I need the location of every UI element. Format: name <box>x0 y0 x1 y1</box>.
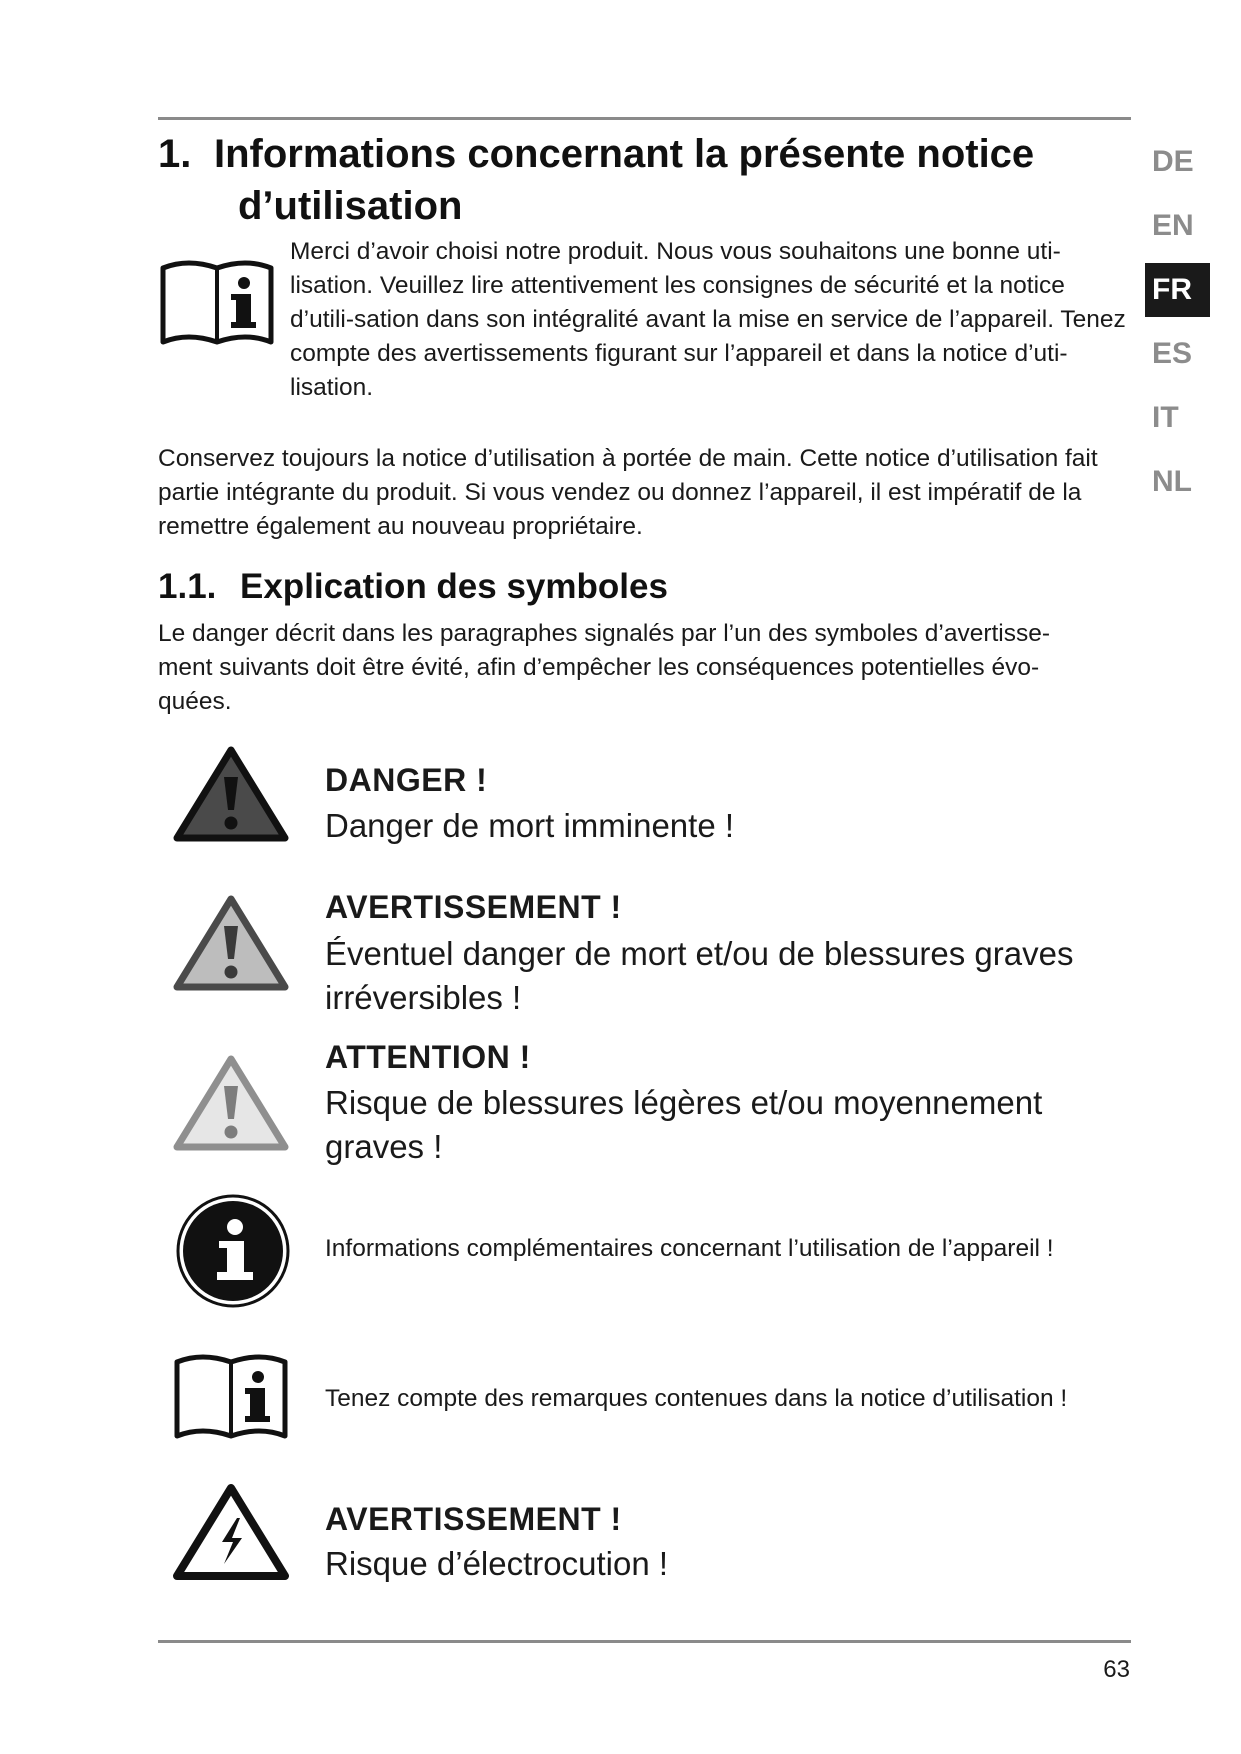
lang-tab-it[interactable]: IT <box>1152 401 1179 434</box>
subsection-title-text: Explication des symboles <box>240 567 668 606</box>
subsection-number: 1.1. <box>158 567 217 606</box>
warning-title: AVERTISSEMENT ! <box>325 889 622 925</box>
section-number: 1. <box>158 132 192 176</box>
subsection-title <box>158 565 668 609</box>
section-title <box>158 128 1034 232</box>
manual-text: Tenez compte des remarques contenues dans la notice d’utilisation ! <box>325 1385 1068 1412</box>
subsection-description: Le danger décrit dans les paragraphes signalés par l’un des symboles d’avertisse-ment suivants doit être évité, afin d’empêcher les conséquences potentielles évo-quées. <box>158 620 1051 715</box>
electric-text: Risque d’électrocution ! <box>325 1545 669 1582</box>
section-title-line1: Informations concernant la présente notice <box>214 132 1035 176</box>
electric-shock-icon <box>172 1482 290 1582</box>
manual-book-icon <box>158 258 276 350</box>
page-number: 63 <box>1103 1656 1130 1683</box>
intro-paragraph: Merci d’avoir choisi notre produit. Nous vous souhaitons une bonne uti-lisation. Veuillez lire attentivement les consignes de sécurité et la notice d’utili-sation dans son intégralité avant la mise en service de l’appareil. Tenez compte des avertissements figurant sur l’appareil et dans la notice d’uti-lisation. <box>290 238 1126 401</box>
lang-tab-en[interactable]: EN <box>1152 209 1194 242</box>
caution-triangle-icon <box>172 1053 290 1153</box>
lang-tab-nl[interactable]: NL <box>1152 465 1192 498</box>
warning-triangle-icon <box>172 893 290 993</box>
bottom-rule <box>158 1640 1131 1643</box>
electric-title: AVERTISSEMENT ! <box>325 1501 622 1537</box>
attention-text: Risque de blessures légères et/ou moyennement graves ! <box>325 1084 1043 1165</box>
lang-tab-de[interactable]: DE <box>1152 145 1194 178</box>
manual-book-icon <box>172 1352 290 1444</box>
lang-tab-fr[interactable]: FR <box>1145 263 1210 317</box>
info-circle-icon <box>175 1193 291 1309</box>
attention-title: ATTENTION ! <box>325 1039 531 1075</box>
danger-text: Danger de mort imminente ! <box>325 807 735 844</box>
top-rule <box>158 117 1131 120</box>
warning-text: Éventuel danger de mort et/ou de blessures graves irréversibles ! <box>325 935 1074 1016</box>
lang-tab-es[interactable]: ES <box>1152 337 1193 370</box>
keep-manual-paragraph: Conservez toujours la notice d’utilisation à portée de main. Cette notice d’utilisation fait partie intégrante du produit. Si vous vendez ou donnez l’appareil, il est impératif de la remettre également au nouveau propriétaire. <box>158 445 1098 540</box>
danger-triangle-icon <box>172 744 290 844</box>
info-text: Informations complémentaires concernant l’utilisation de l’appareil ! <box>325 1235 1054 1262</box>
language-nav <box>1145 135 1210 519</box>
section-title-line2: d’utilisation <box>238 184 463 228</box>
danger-title: DANGER ! <box>325 762 488 798</box>
